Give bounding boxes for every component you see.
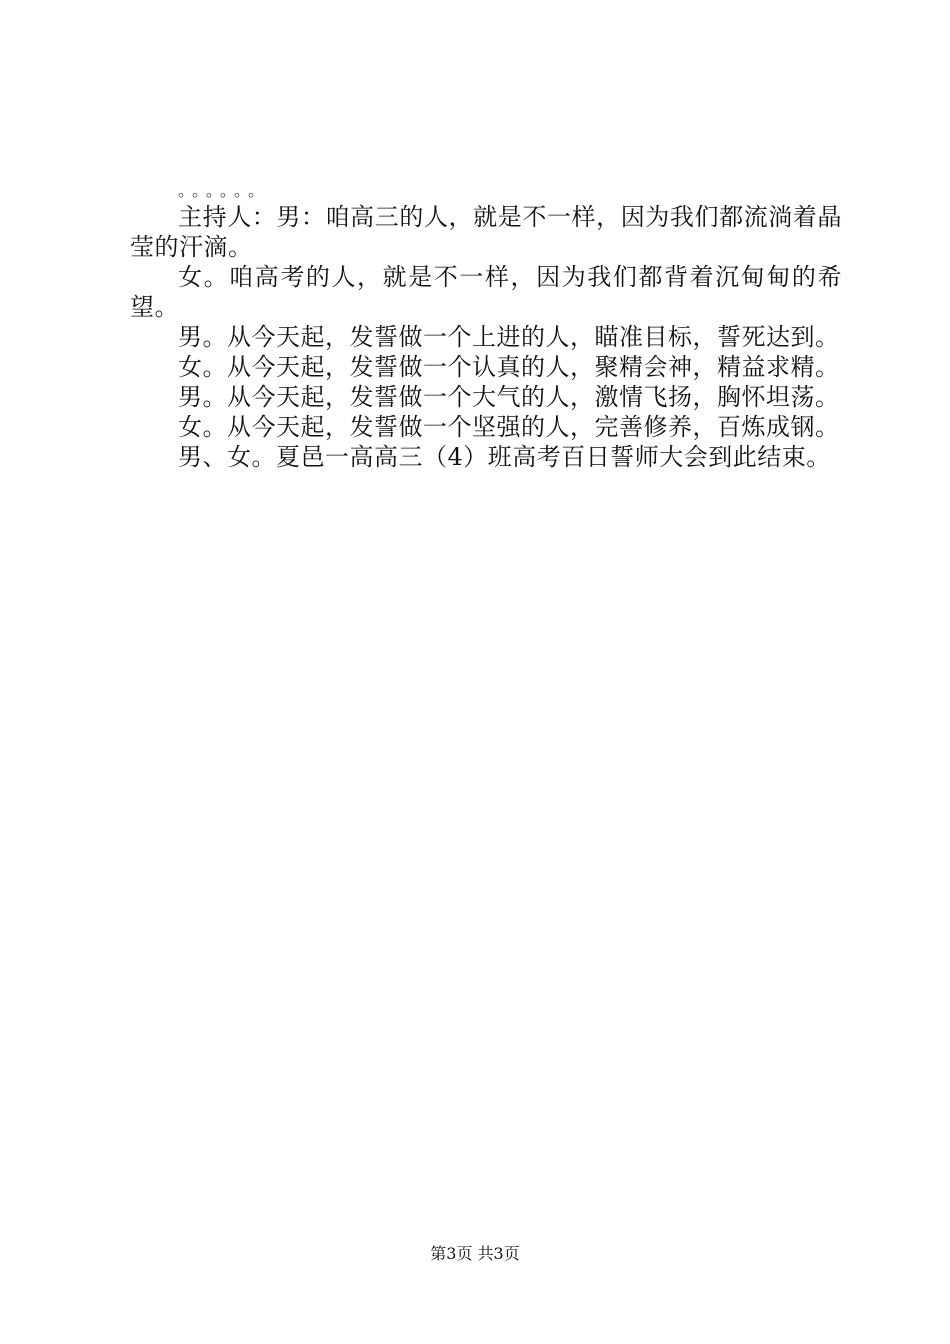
ellipsis-line: 。。。。。。 <box>178 181 271 200</box>
paragraph-female-2: 女。从今天起，发誓做一个认真的人，聚精会神，精益求精。 <box>178 353 840 381</box>
page-footer: 第3页 共3页 <box>430 1244 520 1263</box>
paragraph-female-1: 女。咱高考的人，就是不一样，因为我们都背着沉甸甸的希望。 <box>130 263 842 321</box>
paragraph-male-1: 男。从今天起，发誓做一个上进的人，瞄准目标，誓死达到。 <box>178 323 840 351</box>
paragraph-female-3: 女。从今天起，发誓做一个坚强的人，完善修养，百炼成钢。 <box>178 413 840 441</box>
paragraph-male-2: 男。从今天起，发誓做一个大气的人，激情飞扬，胸怀坦荡。 <box>178 383 840 411</box>
document-body <box>130 180 842 472</box>
paragraph-host-opening: 主持人：男：咱高三的人，就是不一样，因为我们都流淌着晶莹的汗滴。 <box>130 203 842 261</box>
paragraph-closing: 男、女。夏邑一高高三（4）班高考百日誓师大会到此结束。 <box>178 443 831 471</box>
